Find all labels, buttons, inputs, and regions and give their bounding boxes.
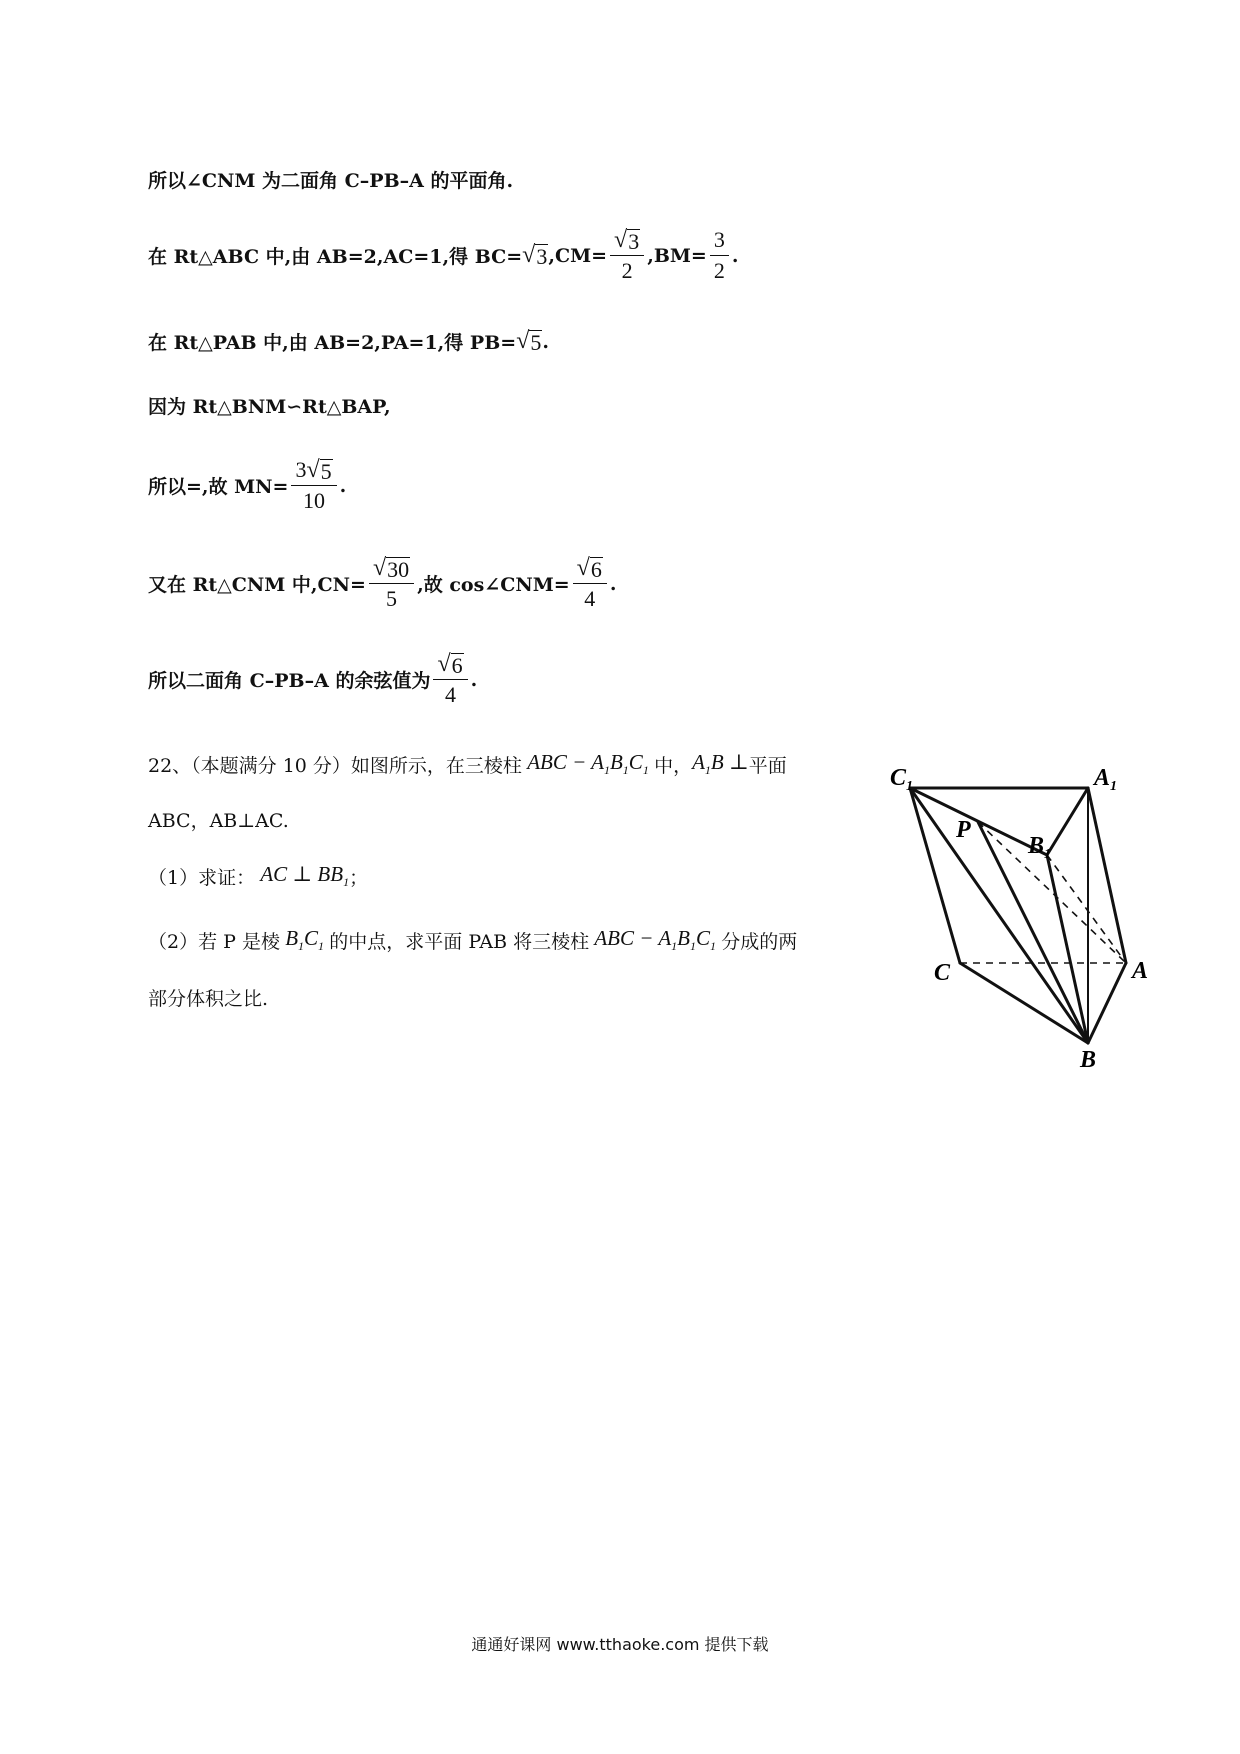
math-prism-2: ABC − $A_1B_1C_1$ xyxy=(589,926,716,954)
math-prism-1: ABC − $A_1B_1C_1$ xyxy=(521,750,649,778)
problem-line-1: 22、（本题满分 10 分）如图所示，在三棱柱 ABC − $A_1B_1C_1$ 中， $A_1B$ ⊥ 平面 xyxy=(148,750,787,778)
solution-line-1: 所以∠CNM 为二面角 C–PB–A 的平面角. xyxy=(148,170,514,192)
sqrt-pb: √ 5 xyxy=(516,328,542,355)
edge-c1-c xyxy=(910,788,960,963)
fraction-bm: $\frac{3}{2}$ xyxy=(710,226,729,285)
solution-line-4: 因为 Rt△BNM∽Rt△BAP, xyxy=(148,396,391,418)
problem-line-2: ABC，AB⊥AC. xyxy=(148,810,289,832)
label-c: C xyxy=(934,960,951,986)
label-p: P xyxy=(956,817,971,843)
fraction-cm: √ 3 2 xyxy=(610,226,644,285)
label-c1: $C_1$ xyxy=(890,765,914,794)
math-ac-perp-bb1: AC ⊥ $BB_1$ xyxy=(255,862,350,890)
fraction-cosine-value: √ 6 4 xyxy=(433,650,467,709)
fraction-mn: 3 √ 5 10 xyxy=(291,456,336,515)
sqrt-bc: √ 3 xyxy=(522,242,548,269)
problem-q2-line-2: 部分体积之比. xyxy=(148,988,269,1010)
label-b1: $B_1$ xyxy=(1028,833,1052,862)
problem-q2: （2）若 P 是棱 $B_1C_1$ 的中点，求平面 PAB 将三棱柱 ABC − $A_1B_1C_1$ 分成的两 xyxy=(148,926,798,954)
problem-q1: （1）求证： AC ⊥ $BB_1$ ； xyxy=(148,862,369,890)
math-a1b: $A_1B$ ⊥ xyxy=(692,750,749,778)
footer: 通通好课网 www.tthaoke.com 提供下载 xyxy=(471,1635,769,1654)
label-a: A xyxy=(1132,958,1149,984)
label-a1: $A_1$ xyxy=(1094,765,1118,794)
prism-figure xyxy=(870,735,1180,1075)
solution-line-6: 又在 Rt△CNM 中,CN= √ 30 5 ,故 cos∠CNM= √ 6 4 . xyxy=(148,555,617,611)
fraction-cos: √ 6 4 xyxy=(573,554,607,613)
fraction-cn: √ 30 5 xyxy=(369,554,414,613)
solution-line-5: 所以=,故 MN= 3 √ 5 10 . xyxy=(148,457,347,513)
solution-line-7: 所以二面角 C–PB–A 的余弦值为 √ 6 4 . xyxy=(148,651,478,707)
edge-p-a-hidden xyxy=(978,822,1126,963)
edge-b1-a1 xyxy=(1047,788,1088,855)
math-b1c1: $B_1C_1$ xyxy=(279,926,325,954)
edge-a-b xyxy=(1088,963,1126,1043)
solution-line-3: 在 Rt△PAB 中,由 AB=2,PA=1,得 PB= √ 5 . xyxy=(148,328,549,355)
label-b: B xyxy=(1080,1047,1097,1073)
edge-a1-a xyxy=(1088,788,1126,963)
solution-line-2: 在 Rt△ABC 中,由 AB=2,AC=1,得 BC= √ 3 ,CM= √ 3 2 ,BM= $\frac{3}{2}$ . xyxy=(148,227,739,283)
